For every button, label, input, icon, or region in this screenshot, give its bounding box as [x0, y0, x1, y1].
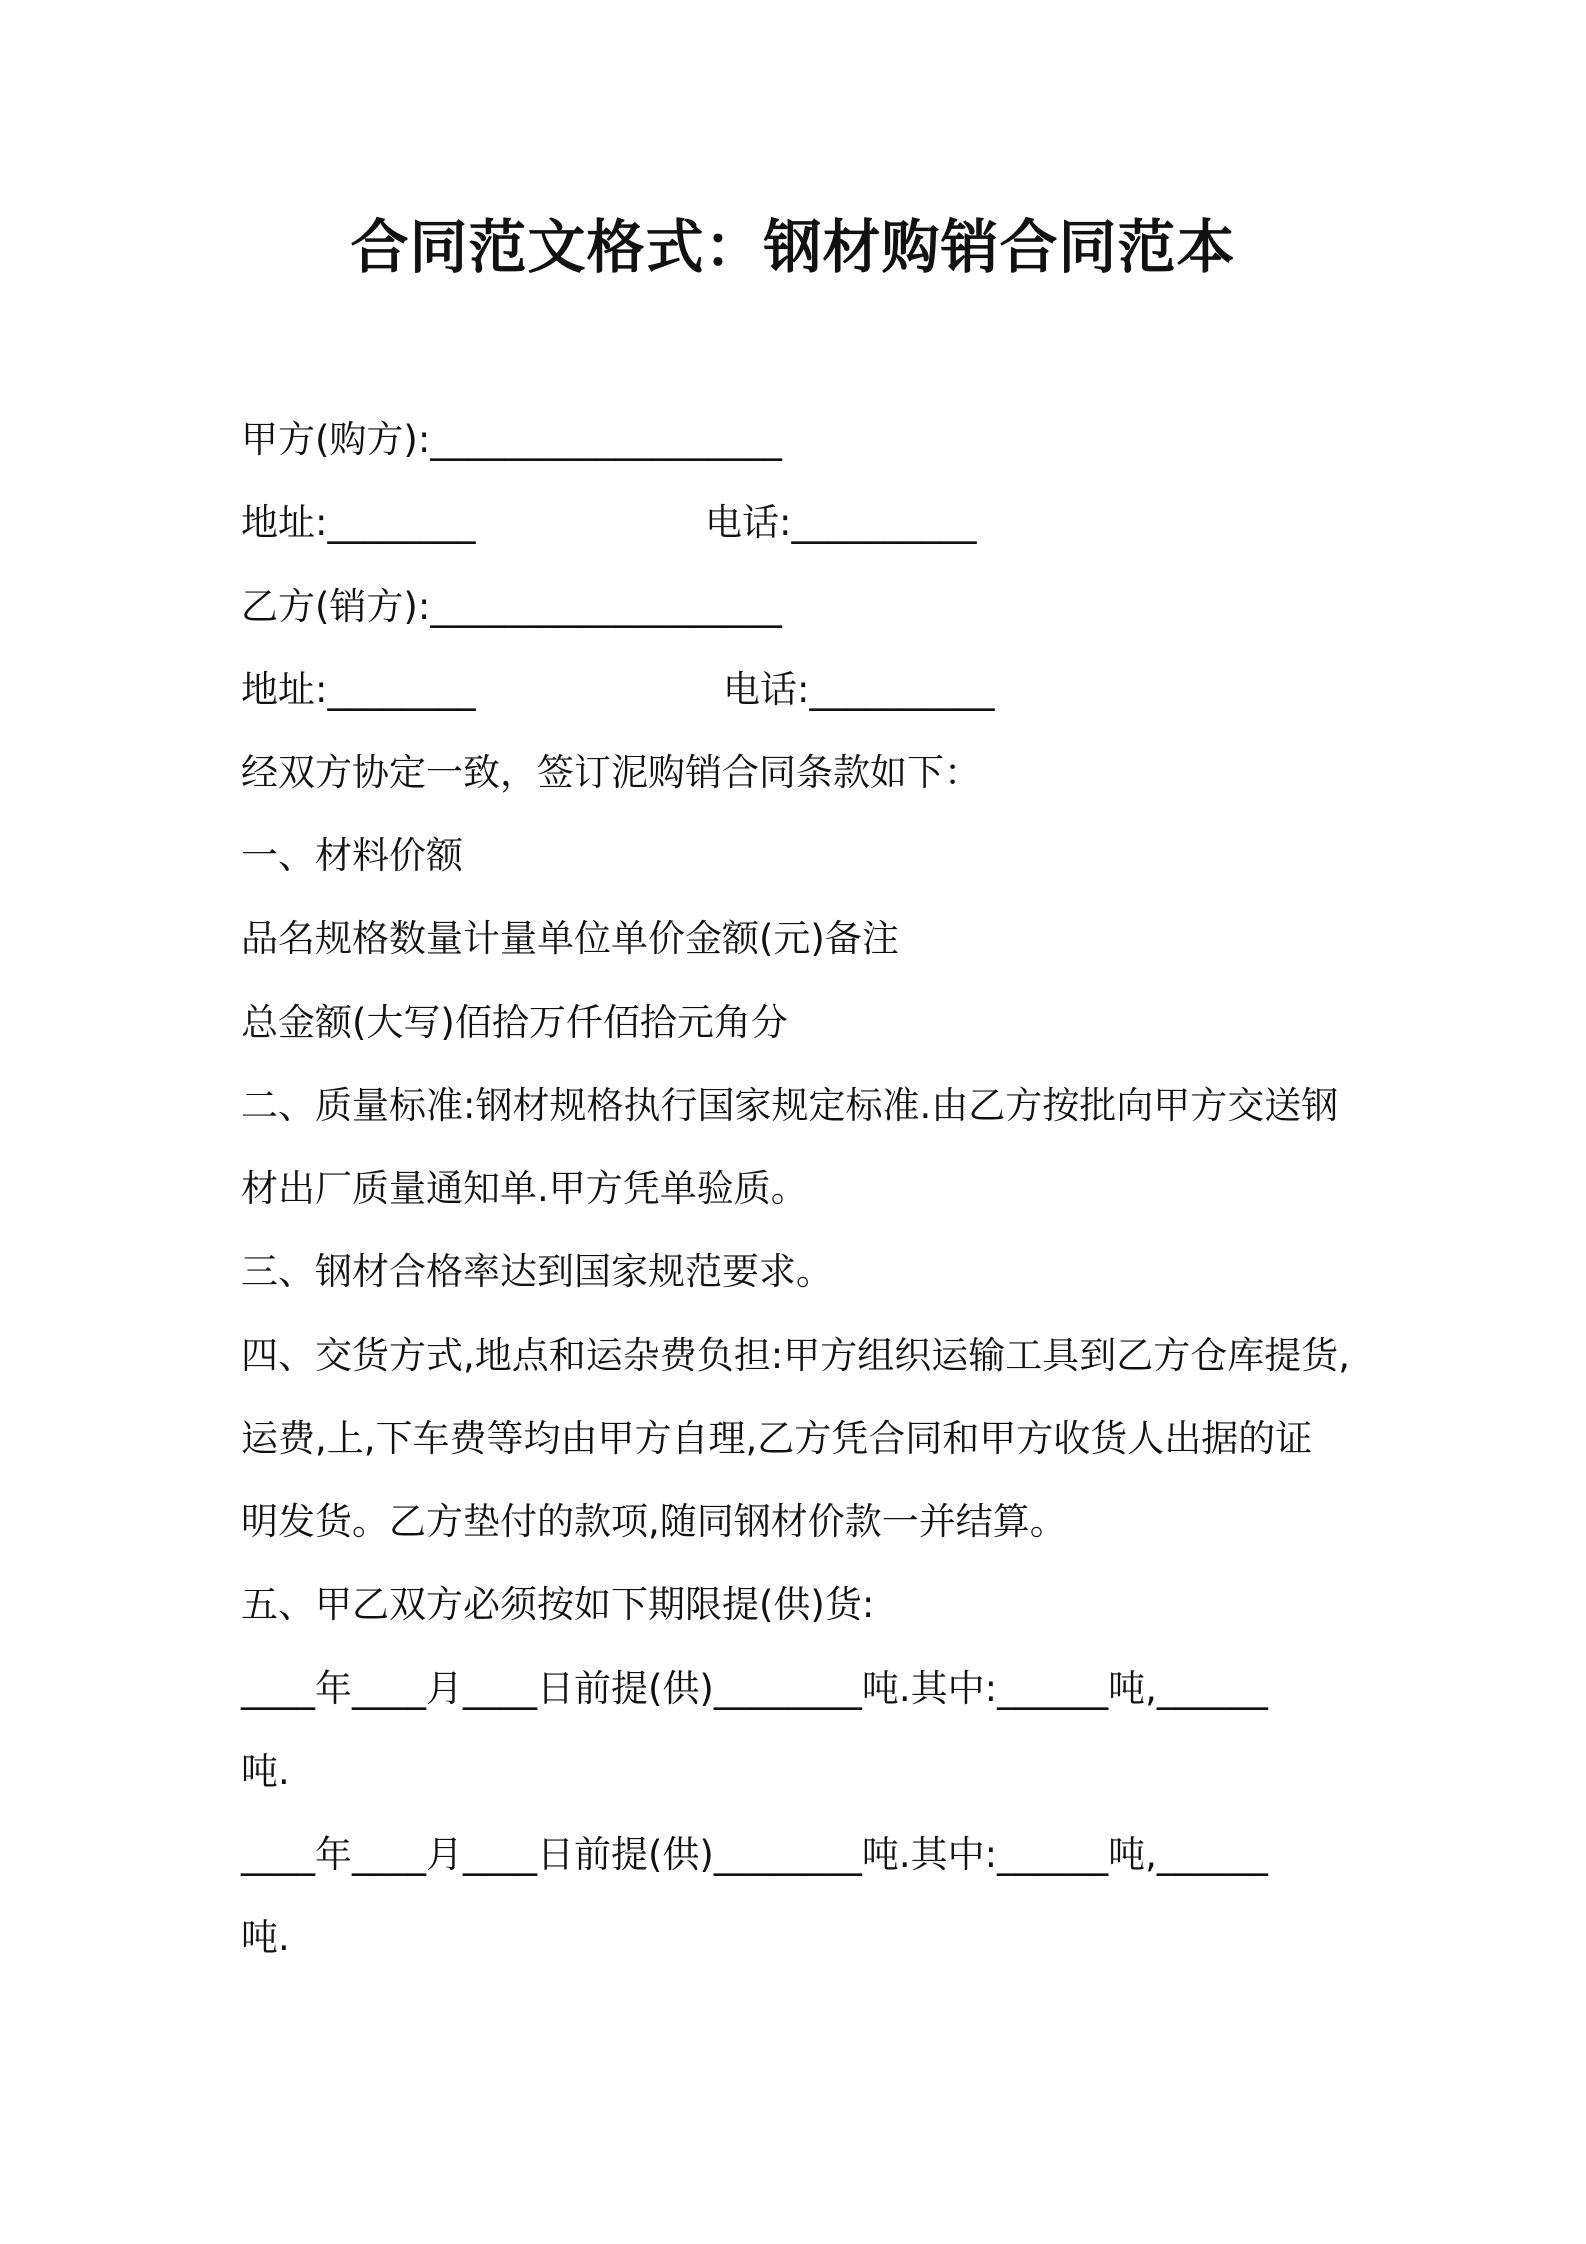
section-3-line: 三、钢材合格率达到国家规范要求。 [241, 1250, 833, 1293]
section-1-heading: 一、材料价额 [241, 834, 463, 877]
section-1-total: 总金额(大写)佰拾万仟佰拾元角分 [241, 1001, 788, 1044]
section-4-line-2: 运费,上,下车费等均由甲方自理,乙方凭合同和甲方收货人出据的证 [241, 1417, 1313, 1460]
party-b-address: 地址:________ [241, 668, 476, 711]
page-title: 合同范文格式：钢材购销合同范本 [350, 213, 1236, 281]
party-a-address: 地址:________ [241, 501, 476, 544]
schedule-1-line-2: 吨. [241, 1750, 290, 1793]
party-a-line: 甲方(购方):___________________ [241, 418, 782, 461]
schedule-2-line-2: 吨. [241, 1916, 290, 1959]
section-4-line-3: 明发货。乙方垫付的款项,随同钢材价款一并结算。 [241, 1500, 1067, 1543]
party-b-phone: 电话:__________ [723, 668, 995, 711]
section-5-heading: 五、甲乙双方必须按如下期限提(供)货: [241, 1583, 875, 1626]
schedule-1-line-1: ____年____月____日前提(供)________吨.其中:______吨,______ [241, 1667, 1268, 1710]
section-2-line-2: 材出厂质量通知单.甲方凭单验质。 [241, 1167, 808, 1210]
section-2-line-1: 二、质量标准:钢材规格执行国家规定标准.由乙方按批向甲方交送钢 [241, 1084, 1339, 1127]
party-b-line: 乙方(销方):___________________ [241, 585, 782, 628]
party-a-phone: 电话:__________ [705, 501, 977, 544]
section-4-line-1: 四、交货方式,地点和运杂费负担:甲方组织运输工具到乙方仓库提货, [241, 1334, 1350, 1377]
section-1-columns: 品名规格数量计量单位单价金额(元)备注 [241, 917, 899, 960]
schedule-2-line-1: ____年____月____日前提(供)________吨.其中:______吨,______ [241, 1833, 1268, 1876]
intro-line: 经双方协定一致，签订泥购销合同条款如下： [241, 751, 981, 794]
